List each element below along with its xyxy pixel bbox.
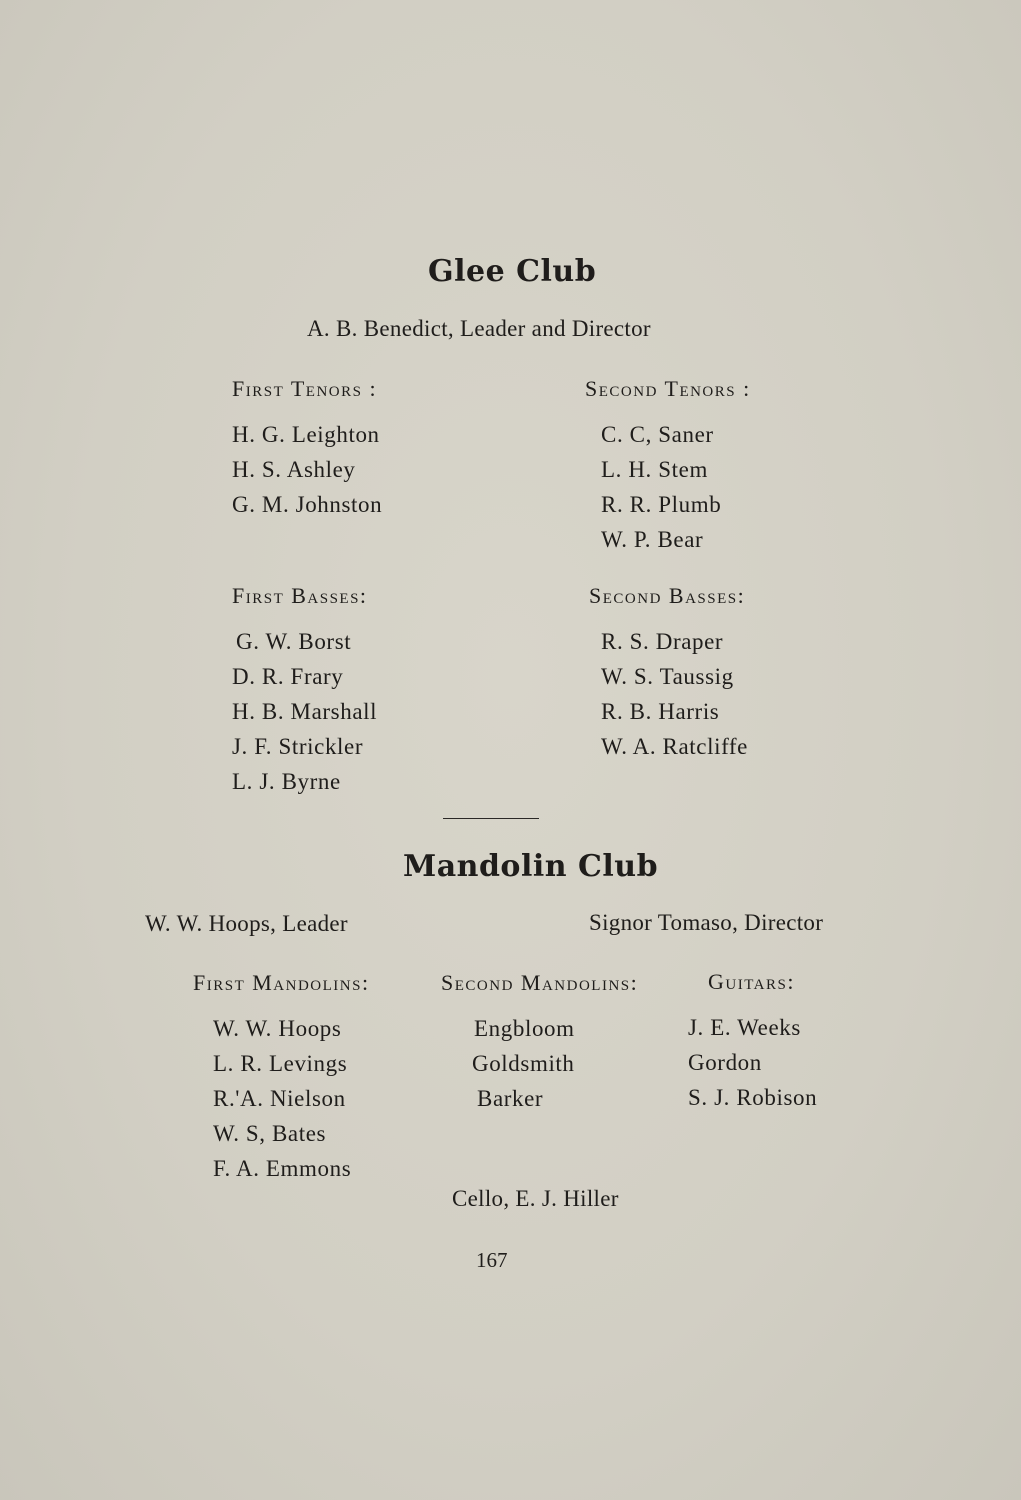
list-item: G. M. Johnston (232, 492, 383, 517)
second-mandolins-list (472, 1011, 575, 1116)
second-mandolins-heading: Second Mandolins: (441, 970, 639, 995)
list-item: R. R. Plumb (601, 492, 722, 517)
guitars-list (688, 1010, 817, 1115)
mandolin-club-title: Mandolin Club (403, 849, 659, 884)
list-item: L. R. Levings (213, 1051, 348, 1076)
list-item: R.'A. Nielson (213, 1086, 346, 1111)
list-item: L. H. Stem (601, 457, 708, 482)
list-item: R. B. Harris (601, 699, 720, 724)
list-item: F. A. Emmons (213, 1156, 352, 1181)
guitars-heading: Guitars: (708, 969, 795, 994)
list-item: H. S. Ashley (232, 457, 356, 482)
first-mandolins-list (213, 1011, 351, 1186)
mandolin-club-director: Signor Tomaso, Director (589, 910, 824, 935)
first-basses-list (232, 624, 377, 799)
first-basses-heading: First Basses: (232, 583, 368, 608)
list-item: Goldsmith (472, 1051, 575, 1076)
list-item: S. J. Robison (688, 1085, 818, 1110)
first-tenors-list (232, 417, 382, 522)
list-item: L. J. Byrne (232, 769, 341, 794)
second-tenors-heading: Second Tenors : (585, 376, 751, 401)
first-tenors-heading: First Tenors : (232, 376, 378, 401)
list-item: W. P. Bear (601, 527, 704, 552)
list-item: W. W. Hoops (213, 1016, 342, 1041)
list-item: Gordon (688, 1050, 762, 1075)
glee-club-leader: A. B. Benedict, Leader and Director (307, 316, 651, 341)
second-basses-list (601, 624, 748, 764)
list-item: J. F. Strickler (232, 734, 364, 759)
list-item: Engbloom (474, 1016, 575, 1041)
page-number: 167 (476, 1248, 508, 1272)
list-item: R. S. Draper (601, 629, 724, 654)
glee-club-title: Glee Club (428, 254, 597, 289)
list-item: W. S, Bates (213, 1121, 327, 1146)
second-tenors-list (601, 417, 721, 557)
first-mandolins-heading: First Mandolins: (193, 970, 370, 995)
list-item: D. R. Frary (232, 664, 344, 689)
section-divider (443, 818, 539, 819)
list-item: H. B. Marshall (232, 699, 378, 724)
second-basses-heading: Second Basses: (589, 583, 746, 608)
list-item: C. C, Saner (601, 422, 714, 447)
list-item: H. G. Leighton (232, 422, 380, 447)
list-item: W. S. Taussig (601, 664, 734, 689)
list-item: G. W. Borst (236, 629, 352, 654)
cello-line: Cello, E. J. Hiller (452, 1186, 619, 1211)
list-item: W. A. Ratcliffe (601, 734, 748, 759)
mandolin-club-leader: W. W. Hoops, Leader (145, 911, 348, 936)
list-item: J. E. Weeks (688, 1015, 801, 1040)
list-item: Barker (477, 1086, 544, 1111)
